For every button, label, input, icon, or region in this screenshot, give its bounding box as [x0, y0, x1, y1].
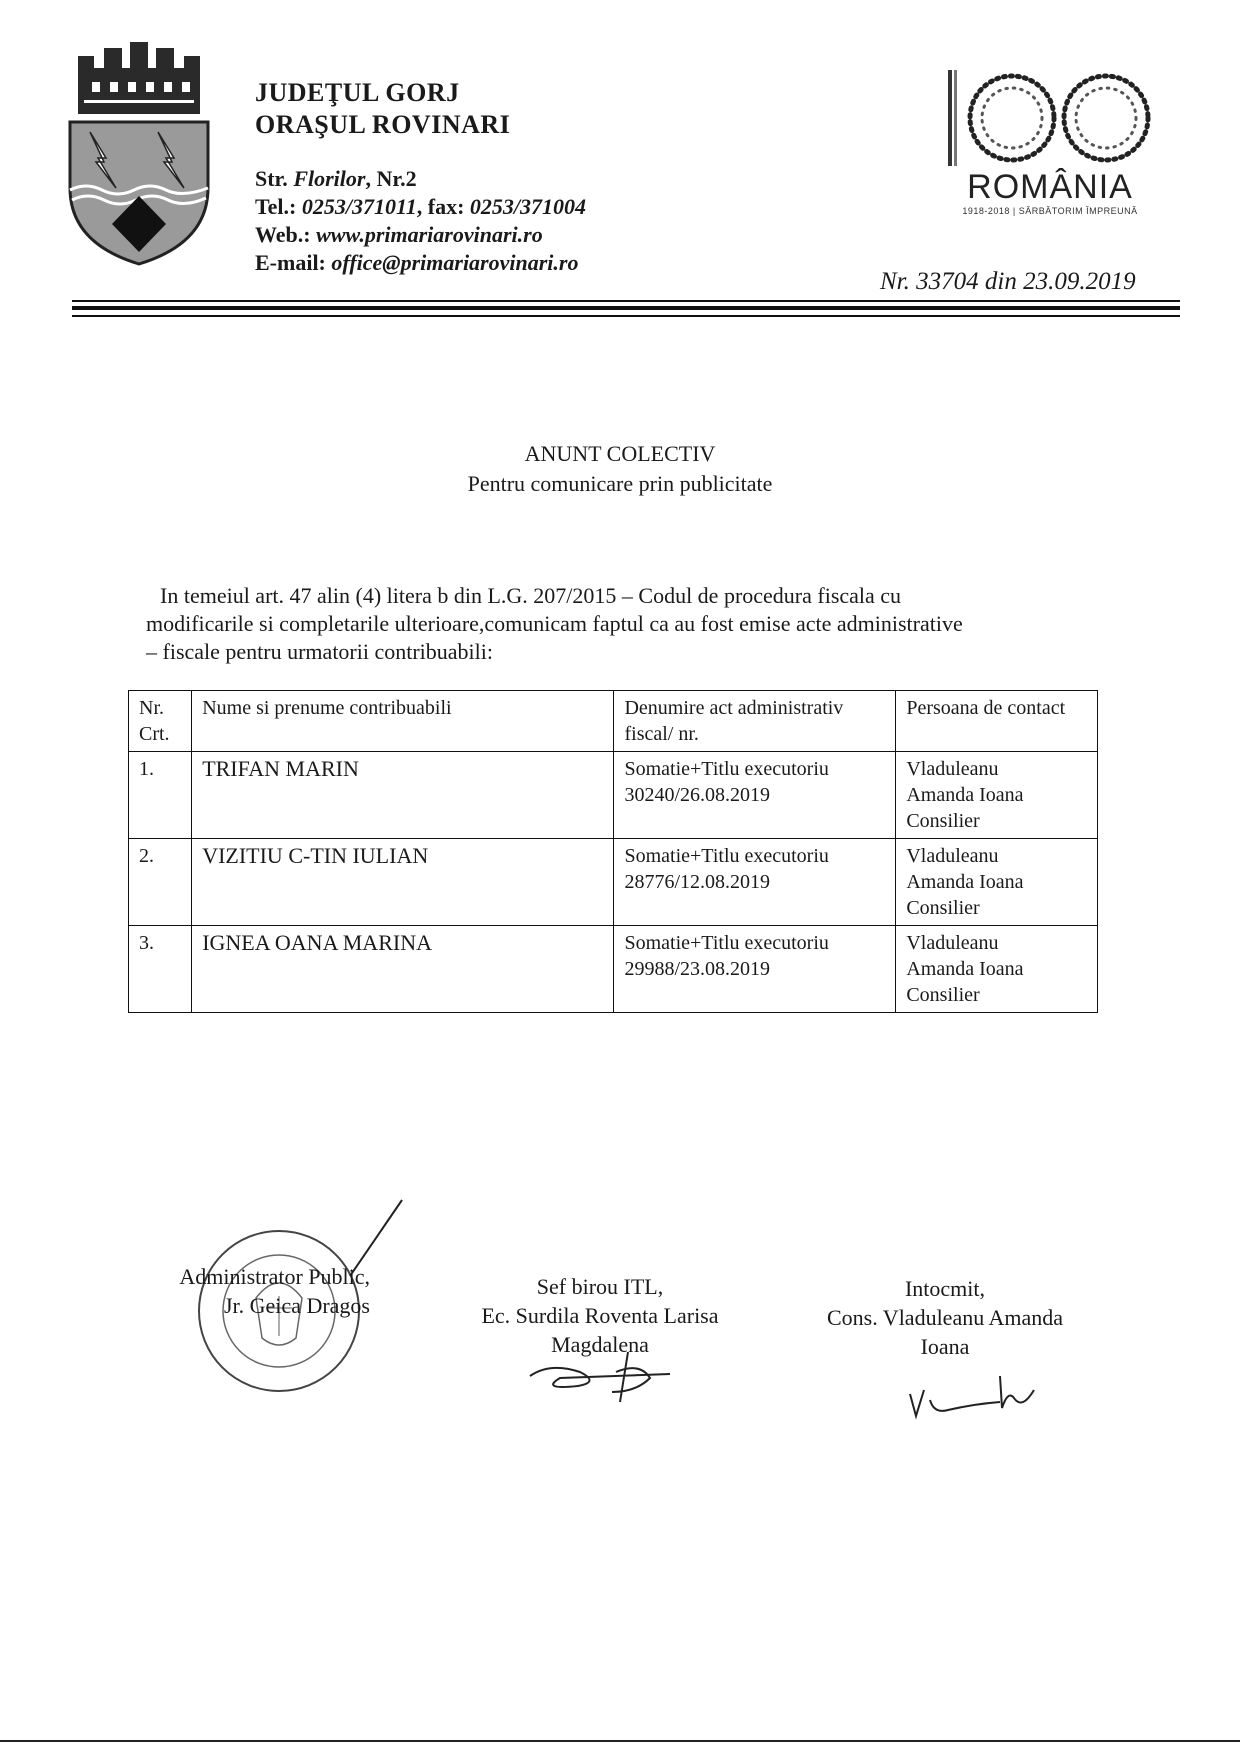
signature-administrator: [130, 1262, 370, 1320]
act-type: Somatie+Titlu executoriu: [624, 758, 829, 780]
address-line: [255, 166, 417, 192]
fax-value: 0253/371004: [469, 194, 587, 219]
logo-country-text: ROMÂNIA: [967, 168, 1133, 206]
logo-tagline: 1918-2018 | SĂRBĂTORIM ÎMPREUNĂ: [962, 206, 1138, 216]
town-name: ORAŞUL ROVINARI: [255, 110, 511, 139]
header-act: Denumire act administrativ fiscal/ nr.: [614, 691, 896, 752]
signature-prepared-by: [800, 1274, 1090, 1361]
act-type: Somatie+Titlu executoriu: [624, 932, 829, 954]
intro-line-3: – fiscale pentru urmatorii contribuabili:: [146, 639, 494, 664]
row-name: VIZITIU C-TIN IULIAN: [192, 839, 614, 926]
romania-centenary-logo: [940, 62, 1160, 172]
intro-paragraph: [146, 582, 1086, 666]
itl-role: Sef birou ITL,: [536, 1274, 664, 1299]
admin-name: Jr. Geica Dragos: [223, 1293, 370, 1318]
row-contact: [896, 839, 1098, 926]
header-rule-bottom: [72, 315, 1180, 317]
admin-role: Administrator Public,: [179, 1264, 370, 1289]
street-value: Florilor: [293, 166, 366, 191]
web-line: [255, 222, 543, 248]
table-header-row: [129, 691, 1098, 752]
row-act: [614, 839, 896, 926]
document-subtitle: Pentru comunicare prin publicitate: [467, 471, 773, 496]
header-contact: Persoana de contact: [896, 691, 1098, 752]
street-number: , Nr.2: [365, 166, 417, 191]
header-nr: Nr. Crt.: [129, 691, 192, 752]
act-type: Somatie+Titlu executoriu: [624, 845, 829, 867]
table-row: [129, 839, 1098, 926]
contact-role: Consilier: [906, 984, 980, 1006]
contact-surname: Vladuleanu: [906, 845, 999, 867]
itl-name-2: Magdalena: [551, 1332, 649, 1357]
county-name: JUDEŢUL GORJ: [255, 78, 460, 107]
row-nr: 2.: [129, 839, 192, 926]
page-bottom-edge: [0, 1740, 1240, 1742]
coat-of-arms-logo: [66, 38, 212, 268]
phone-line: [255, 194, 586, 220]
header-rule-top: [72, 300, 1180, 302]
row-nr: 1.: [129, 752, 192, 839]
itl-name-1: Ec. Surdila Roventa Larisa: [481, 1303, 719, 1328]
document-title: ANUNT COLECTIV: [524, 441, 716, 466]
tel-label: Tel.:: [255, 194, 297, 219]
prepared-role: Intocmit,: [904, 1276, 986, 1301]
email-line: [255, 250, 578, 276]
header-name: Nume si prenume contribuabili: [192, 691, 614, 752]
signature-itl-icon: [520, 1332, 710, 1412]
fax-label: , fax:: [416, 194, 465, 219]
contact-name: Amanda Ioana: [906, 784, 1024, 806]
row-act: [614, 752, 896, 839]
prepared-name-2: Ioana: [920, 1334, 970, 1359]
tel-value: 0253/371011: [301, 194, 417, 219]
web-value: www.primariarovinari.ro: [316, 222, 543, 247]
intro-line-1: In temeiul art. 47 alin (4) litera b din L.G. 207/2015 – Codul de procedura fiscala cu: [160, 583, 902, 608]
contact-name: Amanda Ioana: [906, 871, 1024, 893]
contact-name: Amanda Ioana: [906, 958, 1024, 980]
email-label: E-mail:: [255, 250, 326, 275]
signature-prepared-icon: [904, 1360, 1044, 1430]
table-row: [129, 752, 1098, 839]
street-label: Str.: [255, 166, 288, 191]
prepared-name-1: Cons. Vladuleanu Amanda: [826, 1305, 1064, 1330]
act-number: 28776/12.08.2019: [624, 871, 771, 893]
act-number: 29988/23.08.2019: [624, 958, 771, 980]
row-contact: [896, 926, 1098, 1013]
contact-surname: Vladuleanu: [906, 932, 999, 954]
row-act: [614, 926, 896, 1013]
web-label: Web.:: [255, 222, 311, 247]
email-value: office@primariarovinari.ro: [331, 250, 579, 275]
contact-surname: Vladuleanu: [906, 758, 999, 780]
act-number: 30240/26.08.2019: [624, 784, 771, 806]
row-name: TRIFAN MARIN: [192, 752, 614, 839]
table-row: [129, 926, 1098, 1013]
contact-role: Consilier: [906, 897, 980, 919]
intro-line-2: modificarile si completarile ulterioare,comunicam faptul ca au fost emise acte administrative: [146, 611, 963, 636]
registration-number: Nr. 33704 din 23.09.2019: [880, 268, 1136, 295]
header-rule-middle: [72, 306, 1180, 310]
taxpayers-table: [128, 690, 1098, 1013]
row-name: IGNEA OANA MARINA: [192, 926, 614, 1013]
contact-role: Consilier: [906, 810, 980, 832]
row-contact: [896, 752, 1098, 839]
row-nr: 3.: [129, 926, 192, 1013]
